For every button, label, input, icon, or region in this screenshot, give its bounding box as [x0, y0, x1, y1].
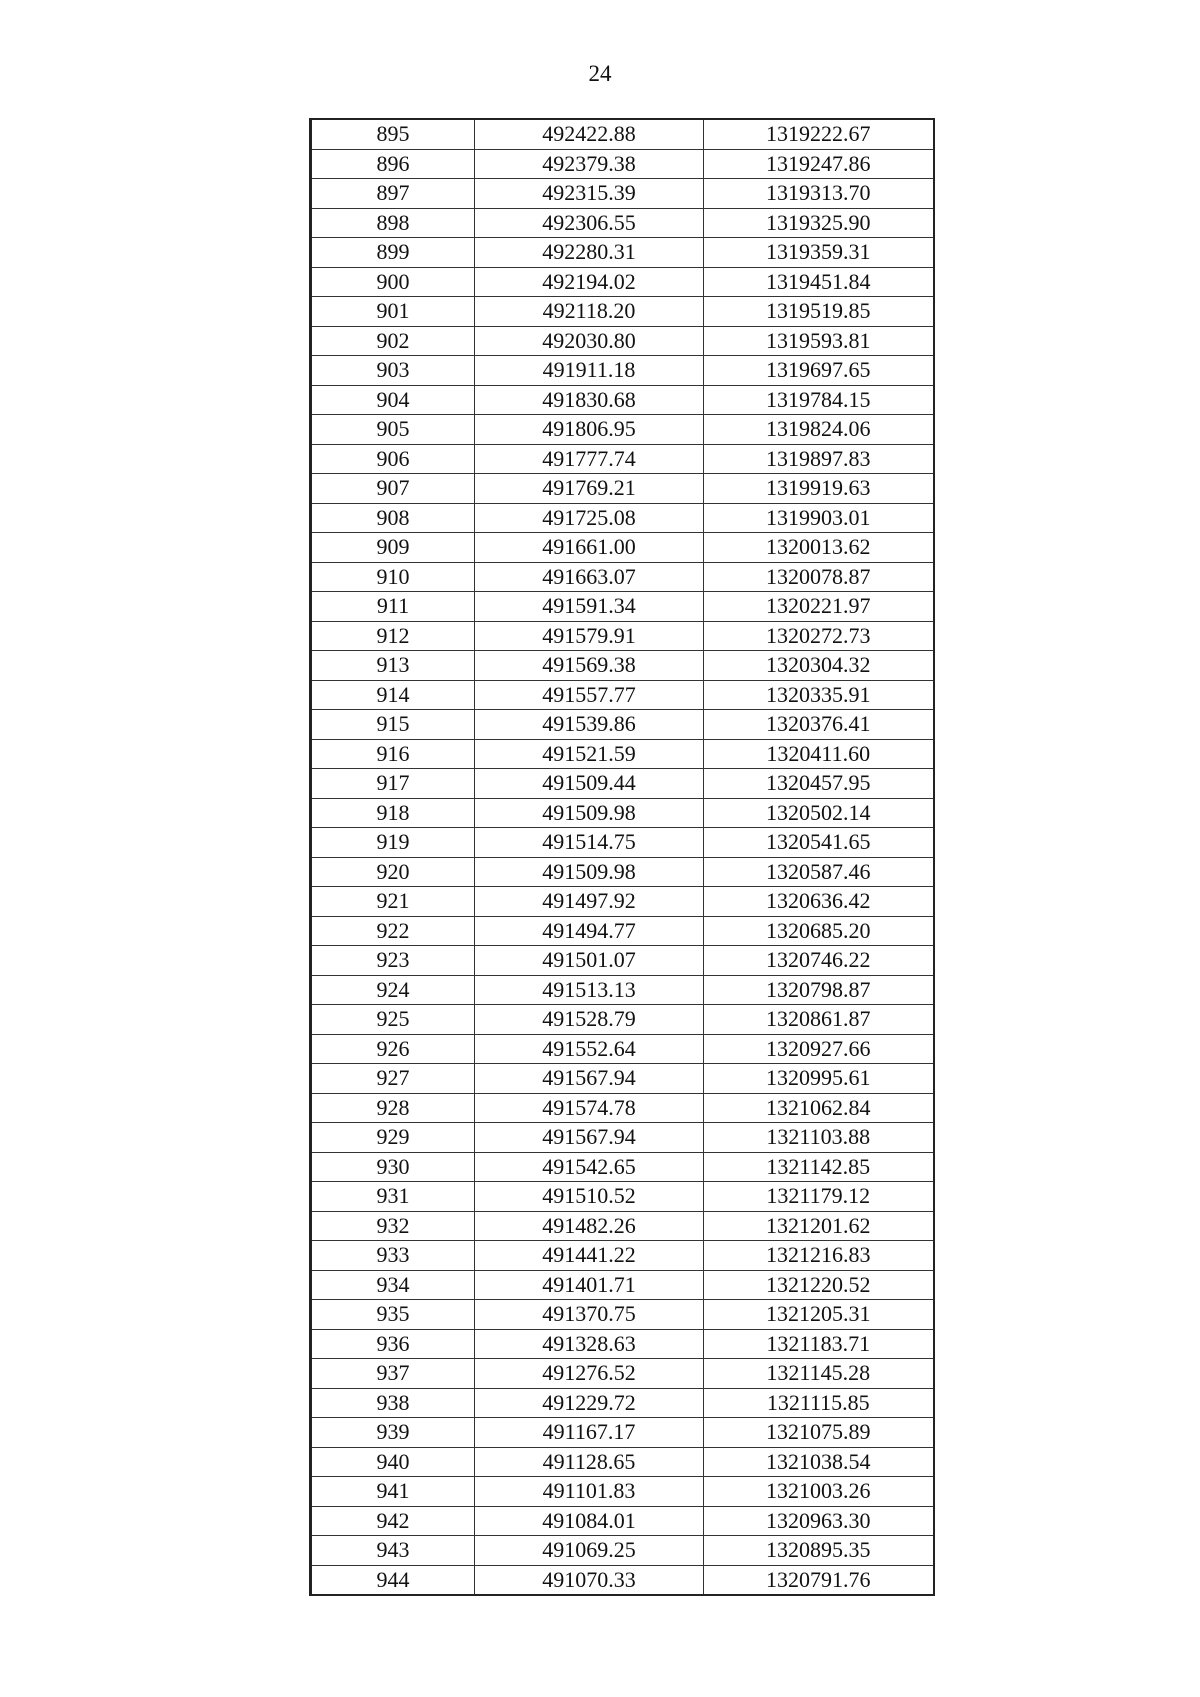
point-number-cell: 929	[311, 1123, 475, 1153]
table-row	[311, 385, 934, 415]
point-number-cell: 902	[311, 326, 475, 356]
point-number-cell: 918	[311, 798, 475, 828]
x-coordinate-cell: 491521.59	[475, 739, 704, 769]
x-coordinate-cell: 491069.25	[475, 1536, 704, 1566]
point-number-cell: 930	[311, 1152, 475, 1182]
table-row	[311, 916, 934, 946]
y-coordinate-cell: 1321038.54	[704, 1447, 934, 1477]
table-row	[311, 1565, 934, 1595]
y-coordinate-cell: 1321075.89	[704, 1418, 934, 1448]
point-number-cell: 934	[311, 1270, 475, 1300]
point-number-cell: 915	[311, 710, 475, 740]
y-coordinate-cell: 1320685.20	[704, 916, 934, 946]
x-coordinate-cell: 491539.86	[475, 710, 704, 740]
x-coordinate-cell: 491574.78	[475, 1093, 704, 1123]
point-number-cell: 905	[311, 415, 475, 445]
x-coordinate-cell: 491806.95	[475, 415, 704, 445]
point-number-cell: 927	[311, 1064, 475, 1094]
table-row	[311, 975, 934, 1005]
x-coordinate-cell: 492118.20	[475, 297, 704, 327]
table-row	[311, 798, 934, 828]
table-row	[311, 208, 934, 238]
x-coordinate-cell: 491494.77	[475, 916, 704, 946]
y-coordinate-cell: 1319784.15	[704, 385, 934, 415]
x-coordinate-cell: 491591.34	[475, 592, 704, 622]
point-number-cell: 909	[311, 533, 475, 563]
x-coordinate-cell: 491663.07	[475, 562, 704, 592]
y-coordinate-cell: 1319919.63	[704, 474, 934, 504]
y-coordinate-cell: 1320746.22	[704, 946, 934, 976]
y-coordinate-cell: 1319247.86	[704, 149, 934, 179]
point-number-cell: 914	[311, 680, 475, 710]
x-coordinate-cell: 491509.98	[475, 857, 704, 887]
x-coordinate-cell: 491276.52	[475, 1359, 704, 1389]
table-row	[311, 444, 934, 474]
x-coordinate-cell: 491101.83	[475, 1477, 704, 1507]
table-row	[311, 1064, 934, 1094]
y-coordinate-cell: 1320376.41	[704, 710, 934, 740]
point-number-cell: 901	[311, 297, 475, 327]
point-number-cell: 903	[311, 356, 475, 386]
x-coordinate-cell: 491830.68	[475, 385, 704, 415]
y-coordinate-cell: 1321145.28	[704, 1359, 934, 1389]
x-coordinate-cell: 491777.74	[475, 444, 704, 474]
y-coordinate-cell: 1320963.30	[704, 1506, 934, 1536]
table-row	[311, 1211, 934, 1241]
table-row	[311, 1300, 934, 1330]
point-number-cell: 897	[311, 179, 475, 209]
table-row	[311, 857, 934, 887]
x-coordinate-cell: 491328.63	[475, 1329, 704, 1359]
y-coordinate-cell: 1321183.71	[704, 1329, 934, 1359]
point-number-cell: 926	[311, 1034, 475, 1064]
point-number-cell: 896	[311, 149, 475, 179]
page-number: 24	[588, 61, 612, 86]
x-coordinate-cell: 491510.52	[475, 1182, 704, 1212]
y-coordinate-cell: 1320791.76	[704, 1565, 934, 1595]
x-coordinate-cell: 491725.08	[475, 503, 704, 533]
table-row	[311, 1329, 934, 1359]
table-row	[311, 415, 934, 445]
table-row	[311, 533, 934, 563]
y-coordinate-cell: 1320895.35	[704, 1536, 934, 1566]
point-number-cell: 937	[311, 1359, 475, 1389]
y-coordinate-cell: 1320335.91	[704, 680, 934, 710]
coordinates-table-body	[311, 119, 934, 1595]
x-coordinate-cell: 491528.79	[475, 1005, 704, 1035]
table-row	[311, 680, 934, 710]
x-coordinate-cell: 491513.13	[475, 975, 704, 1005]
y-coordinate-cell: 1319897.83	[704, 444, 934, 474]
table-row	[311, 887, 934, 917]
y-coordinate-cell: 1321201.62	[704, 1211, 934, 1241]
point-number-cell: 941	[311, 1477, 475, 1507]
point-number-cell: 908	[311, 503, 475, 533]
x-coordinate-cell: 491509.98	[475, 798, 704, 828]
point-number-cell: 928	[311, 1093, 475, 1123]
table-row	[311, 1447, 934, 1477]
y-coordinate-cell: 1320221.97	[704, 592, 934, 622]
y-coordinate-cell: 1320013.62	[704, 533, 934, 563]
point-number-cell: 940	[311, 1447, 475, 1477]
point-number-cell: 920	[311, 857, 475, 887]
point-number-cell: 944	[311, 1565, 475, 1595]
point-number-cell: 904	[311, 385, 475, 415]
point-number-cell: 911	[311, 592, 475, 622]
point-number-cell: 936	[311, 1329, 475, 1359]
table-row	[311, 1388, 934, 1418]
x-coordinate-cell: 491482.26	[475, 1211, 704, 1241]
point-number-cell: 933	[311, 1241, 475, 1271]
table-row	[311, 739, 934, 769]
table-row	[311, 621, 934, 651]
x-coordinate-cell: 491769.21	[475, 474, 704, 504]
x-coordinate-cell: 491501.07	[475, 946, 704, 976]
point-number-cell: 907	[311, 474, 475, 504]
y-coordinate-cell: 1320457.95	[704, 769, 934, 799]
point-number-cell: 921	[311, 887, 475, 917]
table-row	[311, 119, 934, 149]
table-row	[311, 592, 934, 622]
point-number-cell: 895	[311, 119, 475, 149]
x-coordinate-cell: 492280.31	[475, 238, 704, 268]
y-coordinate-cell: 1320502.14	[704, 798, 934, 828]
point-number-cell: 910	[311, 562, 475, 592]
point-number-cell: 916	[311, 739, 475, 769]
x-coordinate-cell: 491567.94	[475, 1064, 704, 1094]
x-coordinate-cell: 491128.65	[475, 1447, 704, 1477]
x-coordinate-cell: 492315.39	[475, 179, 704, 209]
point-number-cell: 919	[311, 828, 475, 858]
table-row	[311, 1093, 934, 1123]
x-coordinate-cell: 492379.38	[475, 149, 704, 179]
table-row	[311, 297, 934, 327]
y-coordinate-cell: 1319222.67	[704, 119, 934, 149]
x-coordinate-cell: 491370.75	[475, 1300, 704, 1330]
y-coordinate-cell: 1319313.70	[704, 179, 934, 209]
y-coordinate-cell: 1320541.65	[704, 828, 934, 858]
point-number-cell: 925	[311, 1005, 475, 1035]
y-coordinate-cell: 1320078.87	[704, 562, 934, 592]
x-coordinate-cell: 492422.88	[475, 119, 704, 149]
x-coordinate-cell: 491401.71	[475, 1270, 704, 1300]
y-coordinate-cell: 1320636.42	[704, 887, 934, 917]
table-row	[311, 1034, 934, 1064]
table-row	[311, 474, 934, 504]
table-row	[311, 1005, 934, 1035]
x-coordinate-cell: 491229.72	[475, 1388, 704, 1418]
point-number-cell: 943	[311, 1536, 475, 1566]
y-coordinate-cell: 1319697.65	[704, 356, 934, 386]
point-number-cell: 913	[311, 651, 475, 681]
point-number-cell: 938	[311, 1388, 475, 1418]
x-coordinate-cell: 491569.38	[475, 651, 704, 681]
y-coordinate-cell: 1319824.06	[704, 415, 934, 445]
x-coordinate-cell: 491441.22	[475, 1241, 704, 1271]
y-coordinate-cell: 1319359.31	[704, 238, 934, 268]
table-row	[311, 1152, 934, 1182]
y-coordinate-cell: 1321115.85	[704, 1388, 934, 1418]
point-number-cell: 932	[311, 1211, 475, 1241]
y-coordinate-cell: 1319519.85	[704, 297, 934, 327]
x-coordinate-cell: 491911.18	[475, 356, 704, 386]
point-number-cell: 898	[311, 208, 475, 238]
y-coordinate-cell: 1321062.84	[704, 1093, 934, 1123]
point-number-cell: 923	[311, 946, 475, 976]
point-number-cell: 906	[311, 444, 475, 474]
y-coordinate-cell: 1321103.88	[704, 1123, 934, 1153]
x-coordinate-cell: 491509.44	[475, 769, 704, 799]
table-row	[311, 710, 934, 740]
point-number-cell: 900	[311, 267, 475, 297]
y-coordinate-cell: 1321220.52	[704, 1270, 934, 1300]
table-row	[311, 1241, 934, 1271]
y-coordinate-cell: 1320927.66	[704, 1034, 934, 1064]
y-coordinate-cell: 1321142.85	[704, 1152, 934, 1182]
table-row	[311, 267, 934, 297]
table-row	[311, 326, 934, 356]
y-coordinate-cell: 1319903.01	[704, 503, 934, 533]
y-coordinate-cell: 1320411.60	[704, 739, 934, 769]
y-coordinate-cell: 1321179.12	[704, 1182, 934, 1212]
table-row	[311, 1182, 934, 1212]
point-number-cell: 942	[311, 1506, 475, 1536]
table-row	[311, 1477, 934, 1507]
table-row	[311, 356, 934, 386]
x-coordinate-cell: 491661.00	[475, 533, 704, 563]
x-coordinate-cell: 491552.64	[475, 1034, 704, 1064]
table-row	[311, 562, 934, 592]
point-number-cell: 939	[311, 1418, 475, 1448]
point-number-cell: 935	[311, 1300, 475, 1330]
x-coordinate-cell: 491084.01	[475, 1506, 704, 1536]
x-coordinate-cell: 492194.02	[475, 267, 704, 297]
y-coordinate-cell: 1319593.81	[704, 326, 934, 356]
table-row	[311, 179, 934, 209]
table-row	[311, 1270, 934, 1300]
x-coordinate-cell: 491567.94	[475, 1123, 704, 1153]
x-coordinate-cell: 491557.77	[475, 680, 704, 710]
x-coordinate-cell: 492306.55	[475, 208, 704, 238]
x-coordinate-cell: 492030.80	[475, 326, 704, 356]
table-row	[311, 828, 934, 858]
y-coordinate-cell: 1320304.32	[704, 651, 934, 681]
table-row	[311, 149, 934, 179]
y-coordinate-cell: 1321205.31	[704, 1300, 934, 1330]
y-coordinate-cell: 1320798.87	[704, 975, 934, 1005]
table-row	[311, 503, 934, 533]
table-row	[311, 1359, 934, 1389]
point-number-cell: 917	[311, 769, 475, 799]
point-number-cell: 899	[311, 238, 475, 268]
table-row	[311, 238, 934, 268]
y-coordinate-cell: 1320587.46	[704, 857, 934, 887]
table-row	[311, 769, 934, 799]
x-coordinate-cell: 491579.91	[475, 621, 704, 651]
table-row	[311, 1123, 934, 1153]
y-coordinate-cell: 1320861.87	[704, 1005, 934, 1035]
x-coordinate-cell: 491167.17	[475, 1418, 704, 1448]
point-number-cell: 924	[311, 975, 475, 1005]
table-row	[311, 1506, 934, 1536]
x-coordinate-cell: 491514.75	[475, 828, 704, 858]
y-coordinate-cell: 1320995.61	[704, 1064, 934, 1094]
point-number-cell: 922	[311, 916, 475, 946]
table-row	[311, 1418, 934, 1448]
x-coordinate-cell: 491497.92	[475, 887, 704, 917]
y-coordinate-cell: 1319451.84	[704, 267, 934, 297]
y-coordinate-cell: 1320272.73	[704, 621, 934, 651]
x-coordinate-cell: 491542.65	[475, 1152, 704, 1182]
y-coordinate-cell: 1321003.26	[704, 1477, 934, 1507]
table-row	[311, 1536, 934, 1566]
table-row	[311, 651, 934, 681]
point-number-cell: 931	[311, 1182, 475, 1212]
coordinates-table	[309, 118, 935, 1596]
y-coordinate-cell: 1319325.90	[704, 208, 934, 238]
point-number-cell: 912	[311, 621, 475, 651]
x-coordinate-cell: 491070.33	[475, 1565, 704, 1595]
y-coordinate-cell: 1321216.83	[704, 1241, 934, 1271]
table-row	[311, 946, 934, 976]
